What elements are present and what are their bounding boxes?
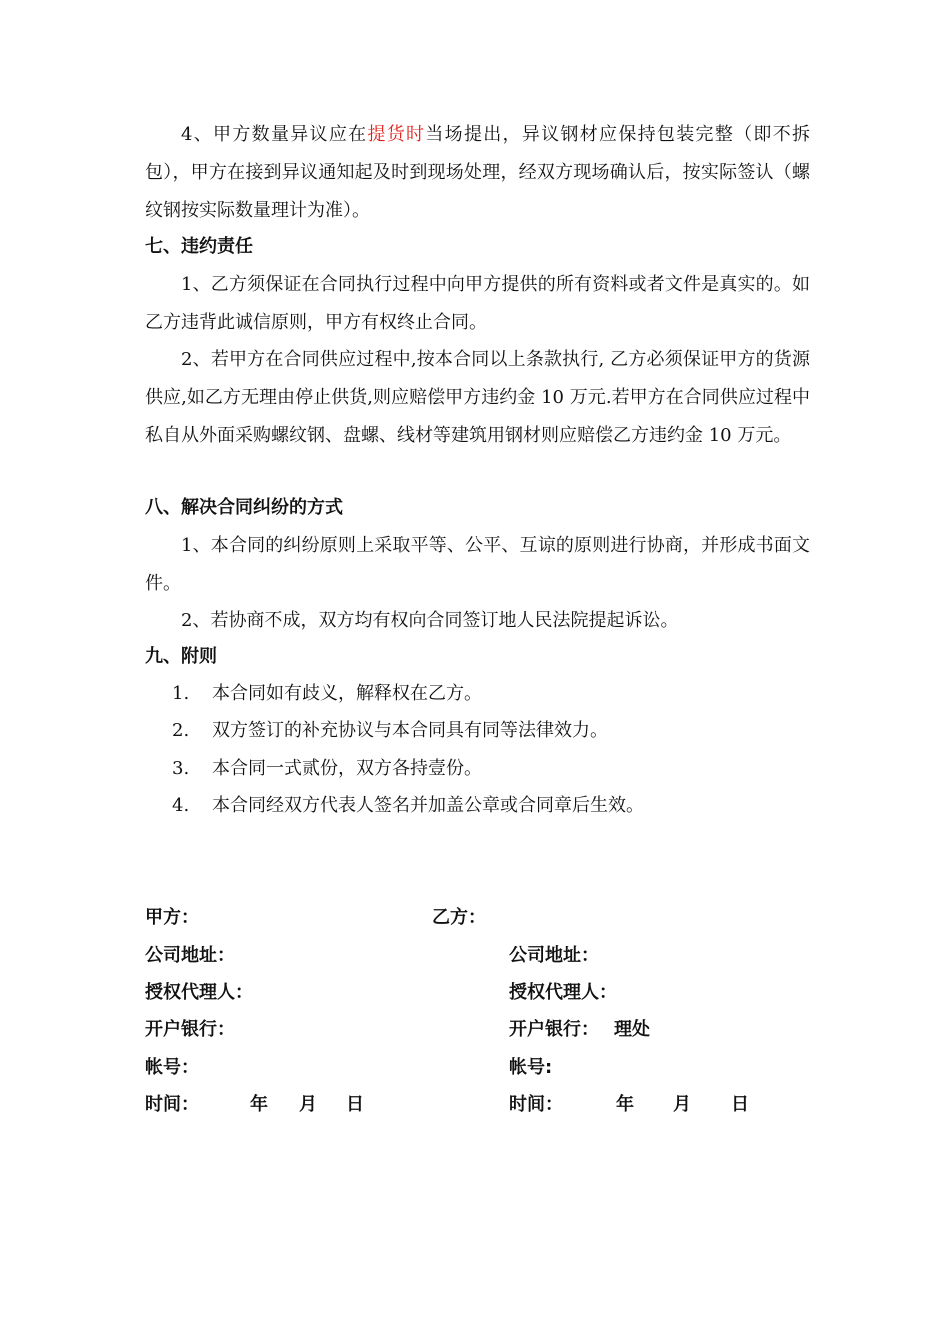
party-b-account-label: 帐号: [509,1057,553,1078]
section-8-paragraph-1: 1、本合同的纠纷原则上采取平等、公平、互谅的原则进行协商，并形成书面文件。 [145,535,810,594]
item-text: 双方签订的补充协议与本合同具有同等法律效力。 [212,720,608,741]
section-7-paragraph-2: 2、若甲方在合同供应过程中,按本合同以上条款执行, 乙方必须保证甲方的货源供应,如乙方无理由停止供货,则应赔偿甲方违约金 10 万元.若甲方在合同供应过程中私自从外面采购螺纹钢、盘螺、线材等建筑用钢材则应赔偿乙方违约金 10 万元。 [145,349,810,446]
section-7-paragraph-1: 1、乙方须保证在合同执行过程中向甲方提供的所有资料或者文件是真实的。如乙方违背此诚信原则，甲方有权终止合同。 [145,274,810,333]
party-a-agent-label: 授权代理人： [145,982,253,1003]
party-b-bank-value: 理处 [614,1019,650,1040]
party-b-agent-label: 授权代理人： [509,982,617,1003]
party-a-account-label: 帐号： [145,1057,199,1078]
item-text: 本合同一式贰份，双方各持壹份。 [212,758,482,779]
party-a-month: 月 [299,1094,317,1115]
clause-4-paragraph [145,116,810,230]
section-9-item-3 [172,754,482,784]
party-b-bank-label: 开户银行： [509,1019,599,1040]
clause-4-prefix: 4、甲方数量异议应在 [181,124,368,145]
party-b-time-label: 时间： [509,1094,563,1115]
party-b-day: 日 [731,1094,749,1115]
section-8-paragraph-2: 2、若协商不成，双方均有权向合同签订地人民法院提起诉讼。 [181,610,679,631]
party-b-month: 月 [673,1094,691,1115]
section-9-item-4 [172,791,644,821]
item-number: 3. [172,758,190,779]
item-text: 本合同经双方代表人签名并加盖公章或合同章后生效。 [212,795,644,816]
party-b-address-label: 公司地址： [509,945,599,966]
section-8-title: 八、解决合同纠纷的方式 [145,497,343,518]
clause-4-highlight: 提货时 [367,124,426,145]
section-9-item-2 [172,716,608,746]
party-b-label: 乙方： [432,907,486,928]
party-a-bank-label: 开户银行： [145,1019,235,1040]
item-number: 2. [172,720,190,741]
section-9-item-1 [172,679,482,709]
item-text: 本合同如有歧义，解释权在乙方。 [212,683,482,704]
clause-4-suffix: 当场提出，异议钢材应保持包装完整（即不拆包），甲方在接到异议通知起及时到现场处理，经双方现场确认后，按实际签认（螺纹钢按实际数量理计为准）。 [145,124,811,221]
party-a-time-label: 时间： [145,1094,199,1115]
party-a-label: 甲方： [145,907,199,928]
party-a-year: 年 [250,1094,268,1115]
item-number: 1. [172,683,190,704]
section-9-title: 九、附则 [145,646,217,667]
item-number: 4. [172,795,190,816]
section-7-title: 七、违约责任 [145,236,253,257]
party-a-address-label: 公司地址： [145,945,235,966]
party-a-day: 日 [346,1094,364,1115]
party-b-year: 年 [616,1094,634,1115]
